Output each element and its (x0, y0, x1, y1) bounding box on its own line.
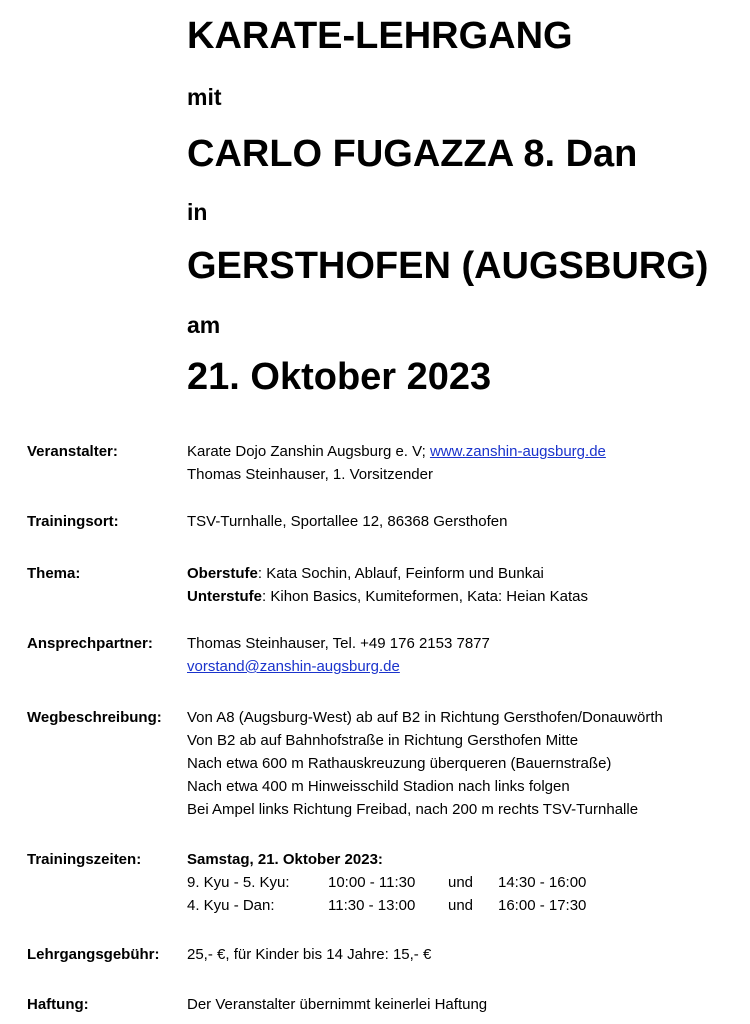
route-line: Von B2 ab auf Bahnhofstraße in Richtung Gersthofen Mitte (187, 732, 579, 749)
trainingsort-label: Trainingsort: (27, 513, 119, 530)
website-link[interactable]: www.zanshin-augsburg.de (429, 443, 606, 460)
oberstufe-label: Oberstufe (187, 565, 258, 582)
heading-event-type: KARATE-LEHRGANG (187, 15, 573, 57)
thema-label: Thema: (27, 565, 81, 582)
trainingszeiten-label: Trainingszeiten: (27, 851, 142, 868)
heading-date: 21. Oktober 2023 (187, 356, 492, 398)
schedule-group: 4. Kyu - Dan: (187, 897, 275, 914)
veranstalter-name: Karate Dojo Zanshin Augsburg e. V; (187, 443, 430, 460)
schedule-und: und (448, 874, 474, 891)
ansprechpartner-label: Ansprechpartner: (27, 635, 153, 652)
wegbeschreibung-label: Wegbeschreibung: (27, 709, 162, 726)
unterstufe-label: Unterstufe (187, 588, 263, 605)
route-line: Nach etwa 400 m Hinweisschild Stadion nach links folgen (187, 778, 570, 795)
haftung-label: Haftung: (27, 996, 89, 1013)
schedule-time-1: 10:00 - 11:30 (328, 874, 416, 891)
heading-connector-mit: mit (187, 84, 222, 110)
gebuehr-label: Lehrgangsgebühr: (27, 946, 160, 963)
schedule-time-2: 16:00 - 17:30 (498, 897, 587, 914)
email-link[interactable]: vorstand@zanshin-augsburg.de (187, 658, 400, 675)
ansprechpartner-phone: Thomas Steinhauser, Tel. +49 176 2153 7877 (187, 635, 490, 652)
schedule-time-2: 14:30 - 16:00 (498, 874, 587, 891)
heading-location: GERSTHOFEN (AUGSBURG) (187, 245, 709, 287)
heading-instructor: CARLO FUGAZZA 8. Dan (187, 133, 638, 175)
route-line: Bei Ampel links Richtung Freibad, nach 200 m rechts TSV-Turnhalle (187, 801, 639, 818)
route-line: Nach etwa 600 m Rathauskreuzung überqueren (Bauernstraße) (187, 755, 612, 772)
schedule-time-1: 11:30 - 13:00 (328, 897, 416, 914)
schedule-und: und (448, 897, 474, 914)
training-date: Samstag, 21. Oktober 2023: (187, 851, 383, 868)
veranstalter-contact: Thomas Steinhauser, 1. Vorsitzender (187, 466, 433, 483)
schedule-group: 9. Kyu - 5. Kyu: (187, 874, 290, 891)
trainingsort-address: TSV-Turnhalle, Sportallee 12, 86368 Gersthofen (187, 513, 508, 530)
route-line: Von A8 (Augsburg-West) ab auf B2 in Richtung Gersthofen/Donauwörth (187, 709, 663, 726)
gebuehr-text: 25,- €, für Kinder bis 14 Jahre: 15,- € (187, 946, 432, 963)
schedule-row (187, 871, 587, 894)
unterstufe-text: : Kihon Basics, Kumiteformen, Kata: Heian Katas (262, 588, 589, 605)
veranstalter-label: Veranstalter: (27, 443, 118, 460)
heading-connector-am: am (187, 312, 221, 338)
oberstufe-text: : Kata Sochin, Ablauf, Feinform und Bunkai (257, 565, 544, 582)
schedule-row (187, 894, 587, 917)
haftung-text: Der Veranstalter übernimmt keinerlei Haftung (187, 996, 488, 1013)
heading-connector-in: in (187, 199, 208, 225)
